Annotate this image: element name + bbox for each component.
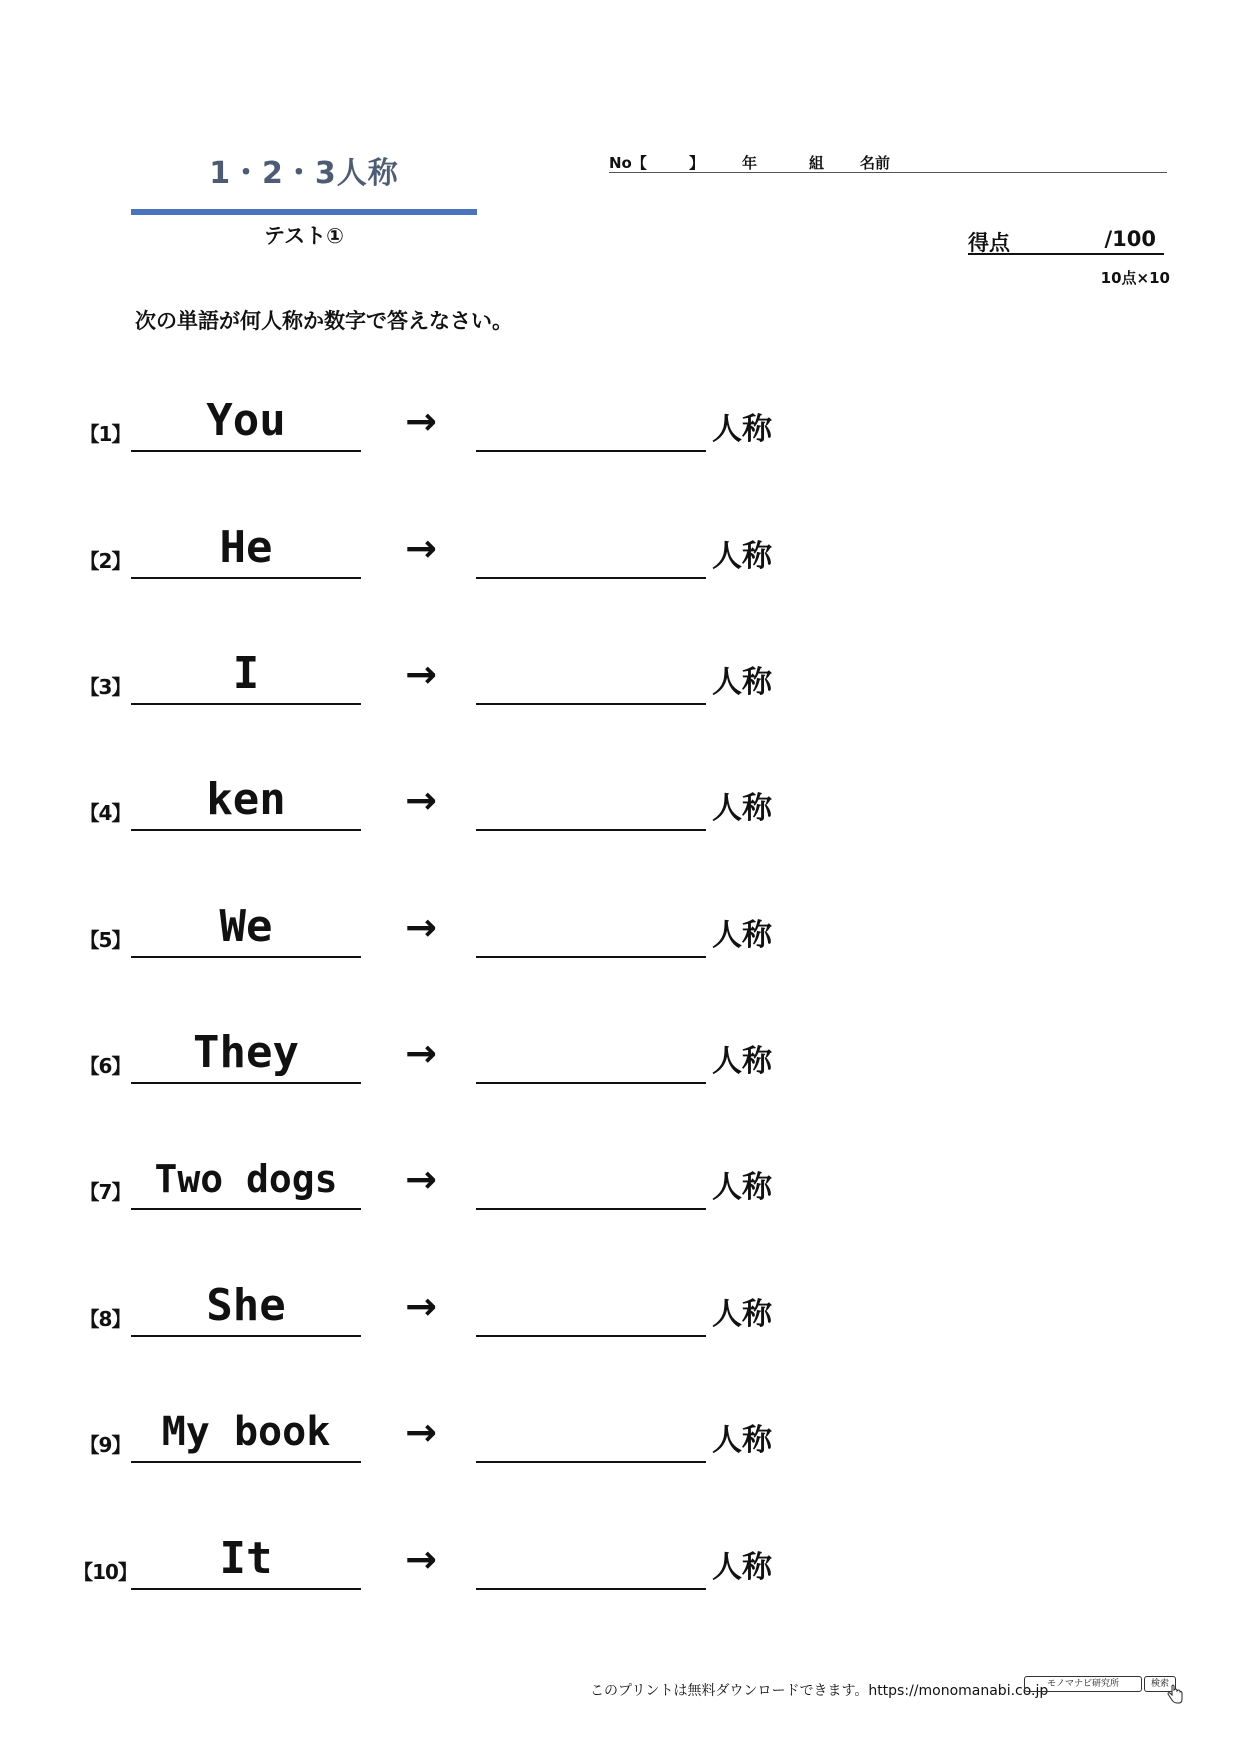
footer bbox=[590, 1674, 1190, 1704]
search-box[interactable]: モノマナビ研究所 bbox=[1024, 1676, 1142, 1692]
unit-label: 人称 bbox=[712, 665, 772, 700]
answer-blank[interactable] bbox=[476, 519, 706, 579]
answer-blank[interactable] bbox=[476, 1024, 706, 1084]
question-word: We bbox=[131, 898, 361, 958]
question-number: 【4】 bbox=[79, 801, 131, 825]
question-row-10 bbox=[0, 1530, 1241, 1620]
arrow-icon: → bbox=[405, 1410, 437, 1454]
unit-label: 人称 bbox=[712, 918, 772, 953]
question-word: My book bbox=[131, 1403, 361, 1463]
student-info-line bbox=[609, 150, 1167, 173]
answer-blank[interactable] bbox=[476, 1277, 706, 1337]
question-row-4 bbox=[0, 771, 1241, 861]
question-word: ken bbox=[131, 771, 361, 831]
question-word: He bbox=[131, 519, 361, 579]
title-underline-bar bbox=[131, 209, 477, 215]
no-close: 】 bbox=[689, 154, 705, 172]
answer-blank[interactable] bbox=[476, 1150, 706, 1210]
question-number: 【2】 bbox=[79, 549, 131, 573]
question-number: 【8】 bbox=[79, 1307, 131, 1331]
unit-label: 人称 bbox=[712, 791, 772, 826]
arrow-icon: → bbox=[405, 399, 437, 443]
question-row-3 bbox=[0, 645, 1241, 735]
question-number: 【7】 bbox=[79, 1180, 131, 1204]
question-word: They bbox=[131, 1024, 361, 1084]
question-word: Two dogs bbox=[131, 1150, 361, 1210]
answer-blank[interactable] bbox=[476, 1530, 706, 1590]
question-row-7 bbox=[0, 1150, 1241, 1240]
question-number: 【1】 bbox=[79, 422, 131, 446]
points-note: 10点×10 bbox=[1100, 269, 1170, 287]
question-number: 【6】 bbox=[79, 1054, 131, 1078]
question-row-9 bbox=[0, 1403, 1241, 1493]
score-total: /100 bbox=[1104, 227, 1156, 251]
question-number: 【3】 bbox=[79, 675, 131, 699]
answer-blank[interactable] bbox=[476, 392, 706, 452]
unit-label: 人称 bbox=[712, 1297, 772, 1332]
arrow-icon: → bbox=[405, 1537, 437, 1581]
question-number: 【9】 bbox=[79, 1433, 131, 1457]
question-row-8 bbox=[0, 1277, 1241, 1367]
answer-blank[interactable] bbox=[476, 645, 706, 705]
search-button[interactable]: 検索 bbox=[1144, 1676, 1176, 1692]
unit-label: 人称 bbox=[712, 1044, 772, 1079]
page-title: 1・2・3人称 bbox=[209, 156, 399, 191]
question-word: She bbox=[131, 1277, 361, 1337]
unit-label: 人称 bbox=[712, 1423, 772, 1458]
class-label: 組 bbox=[809, 154, 825, 172]
arrow-icon: → bbox=[405, 1284, 437, 1328]
question-word: I bbox=[131, 645, 361, 705]
no-label: No【 bbox=[609, 154, 647, 172]
arrow-icon: → bbox=[405, 778, 437, 822]
arrow-icon: → bbox=[405, 1031, 437, 1075]
question-number: 【10】 bbox=[73, 1560, 137, 1584]
unit-label: 人称 bbox=[712, 1170, 772, 1205]
arrow-icon: → bbox=[405, 526, 437, 570]
footer-download-text[interactable]: このプリントは無料ダウンロードできます。https://monomanabi.co.jp bbox=[590, 1683, 1049, 1699]
answer-blank[interactable] bbox=[476, 898, 706, 958]
score-field bbox=[968, 227, 1164, 255]
year-label: 年 bbox=[742, 154, 758, 172]
unit-label: 人称 bbox=[712, 1550, 772, 1585]
name-label: 名前 bbox=[860, 154, 891, 172]
answer-blank[interactable] bbox=[476, 771, 706, 831]
question-row-5 bbox=[0, 898, 1241, 988]
arrow-icon: → bbox=[405, 652, 437, 696]
pointer-hand-icon bbox=[1166, 1684, 1184, 1704]
arrow-icon: → bbox=[405, 1157, 437, 1201]
question-row-2 bbox=[0, 519, 1241, 609]
score-label: 得点 bbox=[968, 231, 1010, 255]
answer-blank[interactable] bbox=[476, 1403, 706, 1463]
unit-label: 人称 bbox=[712, 539, 772, 574]
instruction-text: 次の単語が何人称か数字で答えなさい。 bbox=[135, 309, 513, 333]
unit-label: 人称 bbox=[712, 412, 772, 447]
question-number: 【5】 bbox=[79, 928, 131, 952]
question-row-6 bbox=[0, 1024, 1241, 1114]
question-word: It bbox=[131, 1530, 361, 1590]
arrow-icon: → bbox=[405, 905, 437, 949]
question-row-1 bbox=[0, 392, 1241, 482]
page-subtitle: テスト① bbox=[264, 224, 344, 248]
question-word: You bbox=[131, 392, 361, 452]
